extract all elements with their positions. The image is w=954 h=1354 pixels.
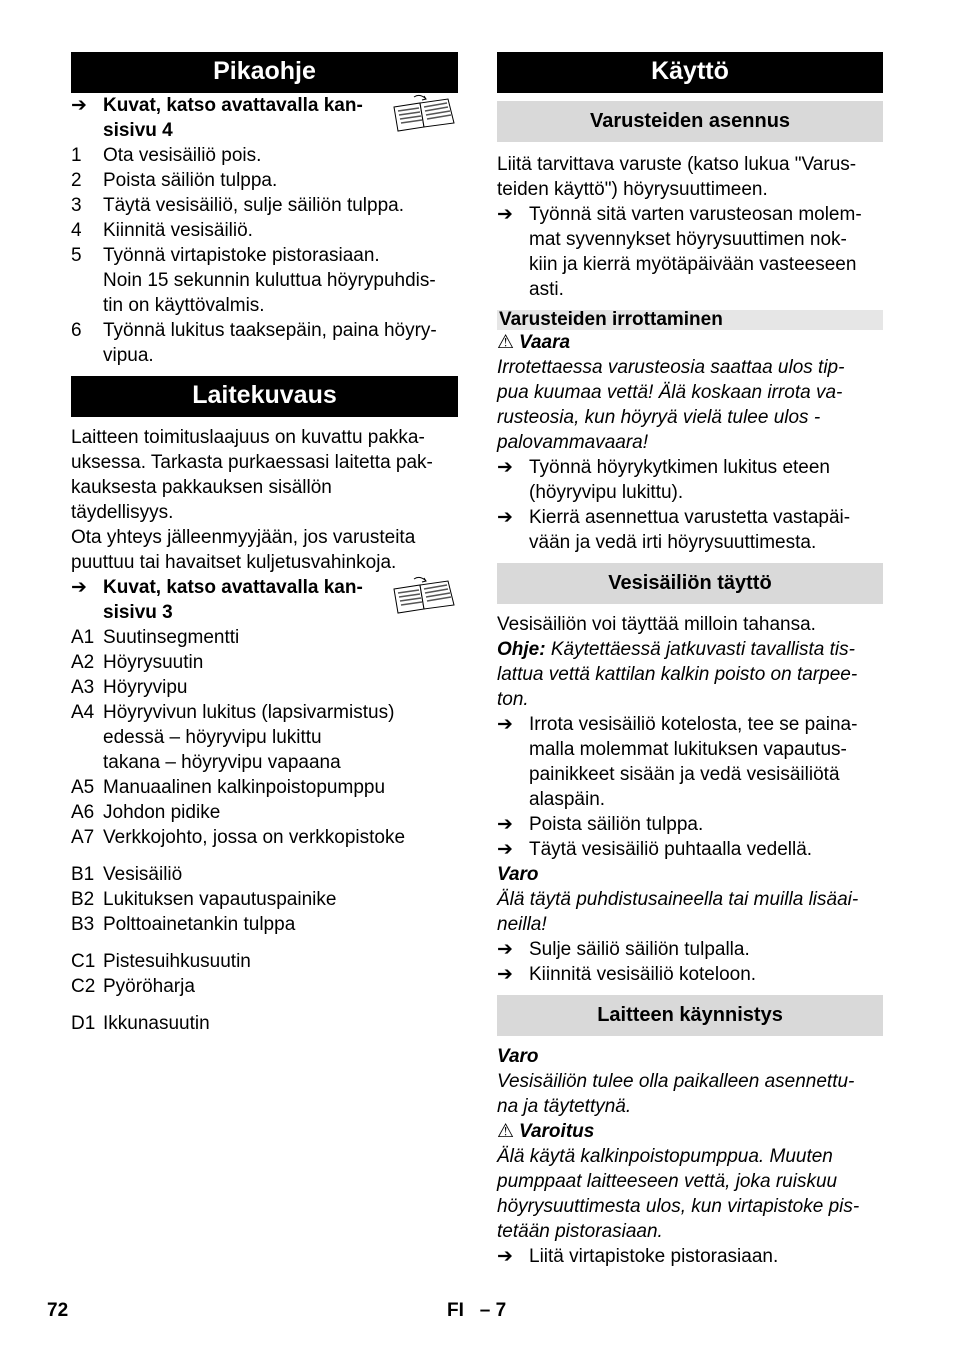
list-item: 1 Ota vesisäiliö pois. bbox=[71, 145, 262, 166]
figure-reference-line: sisivu 4 bbox=[103, 120, 173, 141]
list-item: 6 Työnnä lukitus taaksepäin, paina höyry- vipua. bbox=[71, 320, 437, 366]
legend-c bbox=[71, 949, 458, 999]
instruction-step: ➔ Työnnä sitä varten varusteosan molem- mat syvennykset höyrysuuttimen nok- kiin ja kierrä myötäpäivään vasteeseen asti. bbox=[497, 204, 862, 300]
legend-d bbox=[71, 1011, 458, 1036]
legend-a bbox=[71, 625, 458, 850]
warning-label: ⚠ Varoitus bbox=[497, 1121, 595, 1142]
figure-reference-laitekuvaus: ➔ Kuvat, katso avattavalla kan- sisivu 3 bbox=[71, 575, 458, 625]
caution-label: Varo bbox=[497, 864, 539, 885]
legend-item: C2 Pyöröharja bbox=[71, 976, 195, 997]
asennus-paragraph: Liitä tarvittava varuste (katso lukua "Varus- teiden käyttö") höyrysuuttimeen. bbox=[497, 154, 857, 200]
left-column bbox=[71, 52, 458, 1036]
legend-item: A4 Höyryvivun lukitus (lapsivarmistus) edessä – höyryvipu lukittu takana – höyryvipu vapaana bbox=[71, 702, 395, 773]
instruction-step: ➔ Kiinnitä vesisäiliö koteloon. bbox=[497, 964, 757, 985]
list-item: 4 Kiinnitä vesisäiliö. bbox=[71, 220, 253, 241]
legend-item: A7 Verkkojohto, jossa on verkkopistoke bbox=[71, 827, 406, 848]
legend-item: D1 Ikkunasuutin bbox=[71, 1013, 210, 1034]
arrow-right-icon: ➔ bbox=[497, 839, 513, 860]
caution-text: Älä täytä puhdistusaineella tai muilla lisäai- neilla! bbox=[497, 889, 859, 935]
subsection-title-vesisailion-taytto: Vesisäiliön täyttö bbox=[497, 563, 883, 604]
arrow-right-icon: ➔ bbox=[71, 95, 87, 116]
arrow-right-icon: ➔ bbox=[497, 814, 513, 835]
danger-text: Irrotettaessa varusteosia saattaa ulos tip- pua kuumaa vettä! Älä koskaan irrota va- rusteosia, kun höyryä vielä tulee ulos - palovammavaara! bbox=[497, 357, 845, 453]
legend-item: A5 Manuaalinen kalkinpoistopumppu bbox=[71, 777, 386, 798]
page-number: 72 bbox=[47, 1300, 69, 1321]
legend-item: A6 Johdon pidike bbox=[71, 802, 221, 823]
arrow-right-icon: ➔ bbox=[497, 964, 513, 985]
open-book-icon bbox=[390, 575, 458, 617]
arrow-right-icon: ➔ bbox=[497, 457, 513, 478]
caution-text: Vesisäiliön tulee olla paikalleen asennettu- na ja täytettynä. bbox=[497, 1071, 855, 1117]
instruction-step: ➔ Liitä virtapistoke pistorasiaan. bbox=[497, 1246, 779, 1267]
instruction-step: ➔ Irrota vesisäiliö kotelosta, tee se paina- malla molemmat lukituksen vapautus- painikkeet sisään ja vedä vesisäiliötä alaspäin. bbox=[497, 714, 858, 810]
subsection-title-laitteen-kaynnistys: Laitteen käynnistys bbox=[497, 995, 883, 1036]
instruction-step: ➔ Täytä vesisäiliö puhtaalla vedellä. bbox=[497, 839, 813, 860]
caution-label: Varo bbox=[497, 1046, 539, 1067]
arrow-right-icon: ➔ bbox=[497, 939, 513, 960]
arrow-right-icon: ➔ bbox=[497, 204, 513, 225]
warning-triangle-icon: ⚠ bbox=[497, 332, 515, 353]
instruction-step: ➔ Työnnä höyrykytkimen lukitus eteen (höyryvipu lukittu). bbox=[497, 457, 830, 503]
contact-paragraph: Ota yhteys jälleenmyyjään, jos varusteita puuttuu tai havaitset kuljetusvahinkoja. bbox=[71, 527, 416, 573]
list-item: 3 Täytä vesisäiliö, sulje säiliön tulppa. bbox=[71, 195, 404, 216]
legend-item: B3 Polttoainetankin tulppa bbox=[71, 914, 296, 935]
figure-reference-line: Kuvat, katso avattavalla kan- bbox=[103, 95, 363, 116]
list-item: 2 Poista säiliön tulppa. bbox=[71, 170, 278, 191]
danger-label: ⚠ Vaara bbox=[497, 332, 571, 353]
note-text: Ohje: Käytettäessä jatkuvasti tavallista tis- lattua vettä kattilan kalkin poisto on tarpee- ton. bbox=[497, 639, 858, 710]
figure-reference-pikaohje bbox=[71, 93, 458, 143]
right-column bbox=[497, 52, 883, 1269]
legend-b bbox=[71, 862, 458, 937]
subsection-title-irrottaminen: Varusteiden irrottaminen bbox=[497, 310, 883, 330]
arrow-right-icon: ➔ bbox=[497, 507, 513, 528]
list-item: 5 Työnnä virtapistoke pistorasiaan. Noin 15 sekunnin kuluttua höyrypuhdis- tin on käyttövalmis. bbox=[71, 245, 436, 316]
open-book-icon bbox=[390, 93, 458, 135]
arrow-right-icon: ➔ bbox=[497, 714, 513, 735]
legend-item: B1 Vesisäiliö bbox=[71, 864, 183, 885]
section-title-laitekuvaus: Laitekuvaus bbox=[71, 376, 458, 417]
taytto-intro: Vesisäiliön voi täyttää milloin tahansa. bbox=[497, 614, 816, 635]
subsection-title-varusteiden-asennus: Varusteiden asennus bbox=[497, 101, 883, 142]
legend-item: B2 Lukituksen vapautuspainike bbox=[71, 889, 337, 910]
arrow-right-icon: ➔ bbox=[71, 577, 87, 598]
instruction-step: ➔ Poista säiliön tulppa. bbox=[497, 814, 704, 835]
quick-steps-list bbox=[71, 143, 458, 368]
instruction-step: ➔ Kierrä asennettua varustetta vastapäi- vään ja vedä irti höyrysuuttimesta. bbox=[497, 507, 851, 553]
legend-item: C1 Pistesuihkusuutin bbox=[71, 951, 251, 972]
legend-item: A2 Höyrysuutin bbox=[71, 652, 204, 673]
warning-triangle-icon: ⚠ bbox=[497, 1121, 515, 1142]
intro-paragraph: Laitteen toimituslaajuus on kuvattu pakka- uksessa. Tarkasta purkaessasi laitetta pak- kauksesta pakkauksen sisällön täydellisyys. bbox=[71, 427, 433, 523]
section-title-kaytto: Käyttö bbox=[497, 52, 883, 93]
instruction-step: ➔ Sulje säiliö säiliön tulpalla. bbox=[497, 939, 750, 960]
section-title-pikaohje: Pikaohje bbox=[71, 52, 458, 93]
warning-text: Älä käytä kalkinpoistopumppua. Muuten pumppaat laitteeseen vettä, joka ruiskuu höyrysuuttimesta ulos, kun virtapistoke pis- tetään pistorasiaan. bbox=[497, 1146, 860, 1242]
legend-item: A3 Höyryvipu bbox=[71, 677, 188, 698]
legend-item: A1 Suutinsegmentti bbox=[71, 627, 240, 648]
language-page-label: FI – 7 bbox=[447, 1300, 507, 1321]
arrow-right-icon: ➔ bbox=[497, 1246, 513, 1267]
